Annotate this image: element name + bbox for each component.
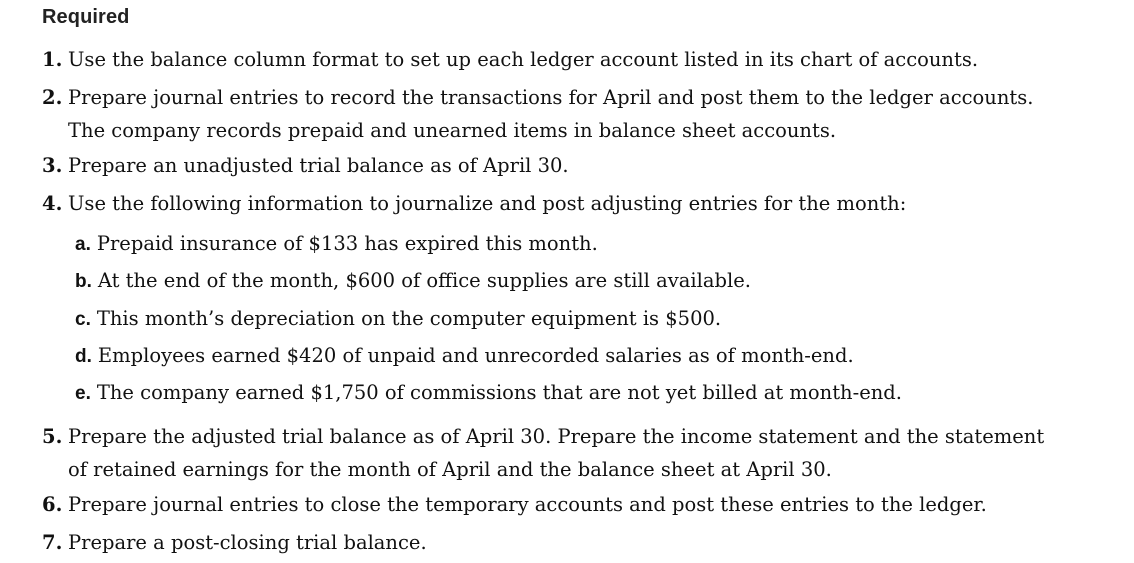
requirement-item-2 — [42, 81, 1058, 147]
item-text: Prepare the adjusted trial balance as of April 30. Prepare the income statement and the statement of retained earnings for the month of April and the balance sheet at April 30. — [68, 425, 1045, 481]
sub-text: At the end of the month, $600 of office supplies are still available. — [97, 269, 751, 292]
requirement-item-6 — [42, 488, 1118, 521]
sub-letter: e. — [75, 383, 91, 404]
sub-text: Prepaid insurance of $133 has expired this month. — [96, 232, 598, 255]
adjustment-item-a — [75, 227, 598, 261]
sub-text: The company earned $1,750 of commissions that are not yet billed at month-end. — [96, 381, 902, 404]
item-number: 6. — [42, 493, 63, 516]
item-text: Prepare journal entries to record the transactions for April and post them to the ledger accounts. The company records prepaid and unearned items in balance sheet accounts. — [68, 86, 1034, 142]
requirement-item-1 — [42, 43, 1118, 76]
item-text: Use the following information to journalize and post adjusting entries for the month: — [68, 192, 907, 215]
item-number: 2. — [42, 86, 63, 109]
sub-letter: b. — [75, 271, 92, 292]
item-number: 5. — [42, 425, 63, 448]
adjustment-item-c — [75, 302, 721, 336]
requirement-item-5 — [42, 420, 1058, 486]
adjustment-item-b — [75, 264, 751, 298]
item-text: Use the balance column format to set up each ledger account listed in its chart of accounts. — [68, 48, 979, 71]
section-heading: Required — [42, 6, 130, 28]
item-text: Prepare journal entries to close the temporary accounts and post these entries to the ledger. — [68, 493, 987, 516]
item-text: Prepare an unadjusted trial balance as of April 30. — [68, 154, 569, 177]
requirement-item-3 — [42, 149, 1118, 182]
item-text: Prepare a post-closing trial balance. — [68, 531, 427, 554]
item-number: 3. — [42, 154, 63, 177]
item-number: 4. — [42, 192, 63, 215]
sub-letter: d. — [75, 346, 92, 367]
sub-letter: a. — [75, 234, 91, 255]
item-number: 7. — [42, 531, 63, 554]
sub-letter: c. — [75, 309, 91, 330]
adjustment-item-d — [75, 339, 854, 373]
requirement-item-4 — [42, 187, 1118, 220]
requirement-item-7 — [42, 526, 1118, 559]
adjustment-item-e — [75, 376, 902, 410]
item-number: 1. — [42, 48, 63, 71]
sub-text: Employees earned $420 of unpaid and unrecorded salaries as of month-end. — [97, 344, 854, 367]
sub-text: This month’s depreciation on the computer equipment is $500. — [96, 307, 722, 330]
